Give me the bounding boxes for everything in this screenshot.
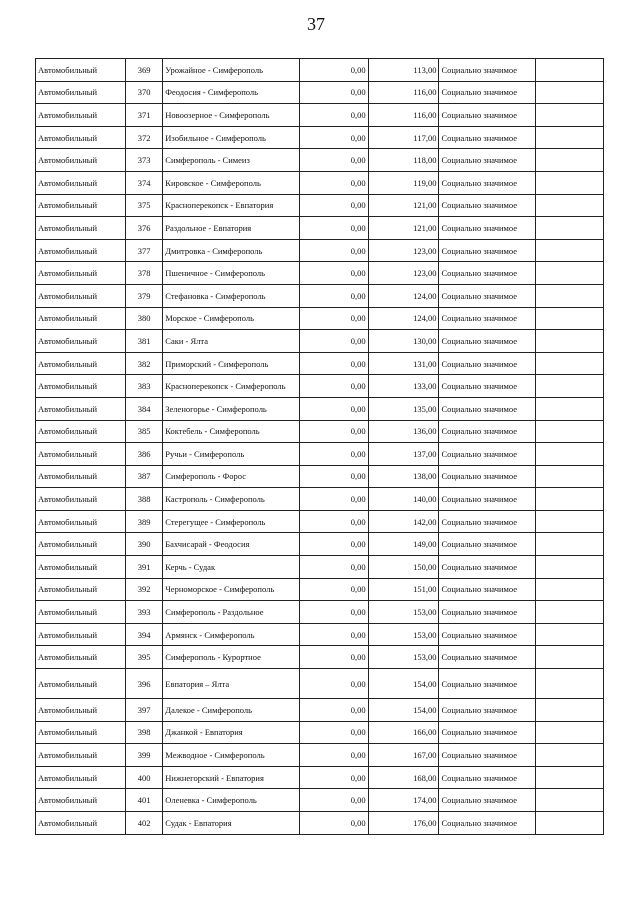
route-number-cell: 393 [126,601,163,624]
transport-type-cell: Автомобильный [36,239,126,262]
route-name-cell: Межводное - Симферополь [163,744,300,767]
transport-type-cell: Автомобильный [36,533,126,556]
empty-cell [535,556,603,579]
value-1-cell: 0,00 [300,397,368,420]
route-number-cell: 387 [126,465,163,488]
value-1-cell: 0,00 [300,721,368,744]
route-name-cell: Симферополь - Форос [163,465,300,488]
value-1-cell: 0,00 [300,149,368,172]
transport-type-cell: Автомобильный [36,646,126,669]
table-row [36,375,604,398]
value-2-cell: 121,00 [368,217,439,240]
value-2-cell: 149,00 [368,533,439,556]
route-number-cell: 369 [126,59,163,82]
route-number-cell: 390 [126,533,163,556]
status-cell: Социально значимое [439,126,535,149]
transport-type-cell: Автомобильный [36,601,126,624]
route-name-cell: Джанкой - Евпатория [163,721,300,744]
route-number-cell: 399 [126,744,163,767]
value-1-cell: 0,00 [300,307,368,330]
value-1-cell: 0,00 [300,646,368,669]
route-name-cell: Раздольное - Евпатория [163,217,300,240]
value-2-cell: 119,00 [368,171,439,194]
transport-type-cell: Автомобильный [36,81,126,104]
route-name-cell: Коктебель - Симферополь [163,420,300,443]
value-1-cell: 0,00 [300,194,368,217]
table-row [36,171,604,194]
status-cell: Социально значимое [439,556,535,579]
empty-cell [535,149,603,172]
value-2-cell: 124,00 [368,284,439,307]
value-2-cell: 133,00 [368,375,439,398]
route-number-cell: 373 [126,149,163,172]
route-name-cell: Зеленогорье - Симферополь [163,397,300,420]
value-1-cell: 0,00 [300,420,368,443]
route-number-cell: 401 [126,789,163,812]
table-row [36,646,604,669]
table-row [36,126,604,149]
status-cell: Социально значимое [439,239,535,262]
route-name-cell: Изобильное - Симферополь [163,126,300,149]
status-cell: Социально значимое [439,171,535,194]
table-row [36,744,604,767]
value-2-cell: 135,00 [368,397,439,420]
route-name-cell: Дмитровка - Симферополь [163,239,300,262]
route-name-cell: Пшеничное - Симферополь [163,262,300,285]
empty-cell [535,126,603,149]
status-cell: Социально значимое [439,307,535,330]
value-1-cell: 0,00 [300,352,368,375]
value-2-cell: 167,00 [368,744,439,767]
status-cell: Социально значимое [439,149,535,172]
value-1-cell: 0,00 [300,578,368,601]
transport-type-cell: Автомобильный [36,104,126,127]
transport-type-cell: Автомобильный [36,744,126,767]
empty-cell [535,239,603,262]
status-cell: Социально значимое [439,465,535,488]
value-2-cell: 121,00 [368,194,439,217]
value-1-cell: 0,00 [300,284,368,307]
value-2-cell: 154,00 [368,669,439,699]
empty-cell [535,420,603,443]
empty-cell [535,217,603,240]
status-cell: Социально значимое [439,217,535,240]
route-name-cell: Новоозерное - Симферополь [163,104,300,127]
value-2-cell: 123,00 [368,239,439,262]
route-name-cell: Симферополь - Симеиз [163,149,300,172]
table-row [36,789,604,812]
transport-type-cell: Автомобильный [36,126,126,149]
route-name-cell: Красноперекопск - Симферополь [163,375,300,398]
route-number-cell: 376 [126,217,163,240]
transport-type-cell: Автомобильный [36,556,126,579]
empty-cell [535,284,603,307]
route-name-cell: Красноперекопск - Евпатория [163,194,300,217]
value-1-cell: 0,00 [300,465,368,488]
transport-type-cell: Автомобильный [36,352,126,375]
value-2-cell: 166,00 [368,721,439,744]
value-2-cell: 174,00 [368,789,439,812]
transport-type-cell: Автомобильный [36,149,126,172]
transport-type-cell: Автомобильный [36,510,126,533]
status-cell: Социально значимое [439,443,535,466]
route-name-cell: Кастрополь - Симферополь [163,488,300,511]
route-number-cell: 385 [126,420,163,443]
route-name-cell: Оленевка - Симферополь [163,789,300,812]
transport-type-cell: Автомобильный [36,194,126,217]
transport-type-cell: Автомобильный [36,488,126,511]
empty-cell [535,510,603,533]
transport-type-cell: Автомобильный [36,307,126,330]
status-cell: Социально значимое [439,744,535,767]
empty-cell [535,812,603,835]
empty-cell [535,307,603,330]
table-row [36,510,604,533]
transport-type-cell: Автомобильный [36,465,126,488]
status-cell: Социально значимое [439,623,535,646]
status-cell: Социально значимое [439,420,535,443]
transport-type-cell: Автомобильный [36,578,126,601]
route-number-cell: 372 [126,126,163,149]
empty-cell [535,623,603,646]
value-2-cell: 138,00 [368,465,439,488]
empty-cell [535,443,603,466]
value-2-cell: 154,00 [368,699,439,722]
status-cell: Социально значимое [439,699,535,722]
status-cell: Социально значимое [439,812,535,835]
route-name-cell: Стефановка - Симферополь [163,284,300,307]
table-row [36,104,604,127]
empty-cell [535,59,603,82]
table-row [36,330,604,353]
route-number-cell: 378 [126,262,163,285]
route-number-cell: 395 [126,646,163,669]
route-number-cell: 386 [126,443,163,466]
route-name-cell: Приморский - Симферополь [163,352,300,375]
page-number: 37 [307,14,325,34]
table-row [36,284,604,307]
route-name-cell: Симферополь - Раздольное [163,601,300,624]
table-row [36,194,604,217]
table-row [36,669,604,699]
table-row [36,533,604,556]
value-2-cell: 113,00 [368,59,439,82]
value-1-cell: 0,00 [300,104,368,127]
value-2-cell: 117,00 [368,126,439,149]
route-number-cell: 377 [126,239,163,262]
table-row [36,59,604,82]
status-cell: Социально значимое [439,533,535,556]
empty-cell [535,171,603,194]
status-cell: Социально значимое [439,330,535,353]
value-1-cell: 0,00 [300,59,368,82]
empty-cell [535,789,603,812]
transport-type-cell: Автомобильный [36,623,126,646]
value-2-cell: 131,00 [368,352,439,375]
route-number-cell: 391 [126,556,163,579]
value-2-cell: 168,00 [368,766,439,789]
empty-cell [535,646,603,669]
empty-cell [535,194,603,217]
empty-cell [535,262,603,285]
value-2-cell: 116,00 [368,81,439,104]
status-cell: Социально значимое [439,669,535,699]
value-1-cell: 0,00 [300,488,368,511]
route-number-cell: 402 [126,812,163,835]
transport-type-cell: Автомобильный [36,375,126,398]
table-row [36,307,604,330]
status-cell: Социально значимое [439,601,535,624]
value-1-cell: 0,00 [300,171,368,194]
empty-cell [535,533,603,556]
route-number-cell: 384 [126,397,163,420]
value-2-cell: 153,00 [368,646,439,669]
route-name-cell: Бахчисарай - Феодосия [163,533,300,556]
route-name-cell: Саки - Ялта [163,330,300,353]
value-1-cell: 0,00 [300,789,368,812]
transport-type-cell: Автомобильный [36,766,126,789]
value-1-cell: 0,00 [300,375,368,398]
empty-cell [535,766,603,789]
value-2-cell: 150,00 [368,556,439,579]
value-2-cell: 153,00 [368,601,439,624]
value-1-cell: 0,00 [300,262,368,285]
status-cell: Социально значимое [439,397,535,420]
route-number-cell: 394 [126,623,163,646]
status-cell: Социально значимое [439,284,535,307]
table-row [36,721,604,744]
table-row [36,812,604,835]
status-cell: Социально значимое [439,104,535,127]
empty-cell [535,601,603,624]
route-name-cell: Феодосия - Симферополь [163,81,300,104]
empty-cell [535,397,603,420]
transport-type-cell: Автомобильный [36,812,126,835]
empty-cell [535,465,603,488]
route-number-cell: 383 [126,375,163,398]
status-cell: Социально значимое [439,375,535,398]
value-1-cell: 0,00 [300,601,368,624]
table-row [36,766,604,789]
empty-cell [535,699,603,722]
route-number-cell: 400 [126,766,163,789]
empty-cell [535,669,603,699]
route-name-cell: Ручьи - Симферополь [163,443,300,466]
route-name-cell: Стерегущее - Симферополь [163,510,300,533]
table-row [36,239,604,262]
table-row [36,699,604,722]
value-2-cell: 123,00 [368,262,439,285]
route-number-cell: 381 [126,330,163,353]
route-number-cell: 375 [126,194,163,217]
route-name-cell: Далекое - Симферополь [163,699,300,722]
value-2-cell: 130,00 [368,330,439,353]
value-2-cell: 136,00 [368,420,439,443]
status-cell: Социально значимое [439,766,535,789]
transport-type-cell: Автомобильный [36,171,126,194]
value-1-cell: 0,00 [300,533,368,556]
status-cell: Социально значимое [439,578,535,601]
status-cell: Социально значимое [439,194,535,217]
transport-type-cell: Автомобильный [36,262,126,285]
table-row [36,465,604,488]
table-row [36,149,604,172]
transport-type-cell: Автомобильный [36,59,126,82]
route-number-cell: 370 [126,81,163,104]
value-2-cell: 176,00 [368,812,439,835]
route-name-cell: Черноморское - Симферополь [163,578,300,601]
table-row [36,443,604,466]
route-number-cell: 396 [126,669,163,699]
transport-type-cell: Автомобильный [36,330,126,353]
table-row [36,578,604,601]
value-1-cell: 0,00 [300,217,368,240]
table-row [36,488,604,511]
transport-type-cell: Автомобильный [36,397,126,420]
table-row [36,623,604,646]
empty-cell [535,104,603,127]
status-cell: Социально значимое [439,646,535,669]
route-number-cell: 389 [126,510,163,533]
status-cell: Социально значимое [439,510,535,533]
table-row [36,601,604,624]
value-1-cell: 0,00 [300,510,368,533]
route-name-cell: Судак - Евпатория [163,812,300,835]
value-1-cell: 0,00 [300,239,368,262]
value-1-cell: 0,00 [300,81,368,104]
transport-type-cell: Автомобильный [36,217,126,240]
transport-type-cell: Автомобильный [36,420,126,443]
value-1-cell: 0,00 [300,766,368,789]
routes-table [35,58,604,835]
value-1-cell: 0,00 [300,812,368,835]
status-cell: Социально значимое [439,262,535,285]
status-cell: Социально значимое [439,352,535,375]
value-2-cell: 142,00 [368,510,439,533]
route-number-cell: 380 [126,307,163,330]
empty-cell [535,488,603,511]
route-number-cell: 382 [126,352,163,375]
route-name-cell: Армянск - Симферополь [163,623,300,646]
empty-cell [535,330,603,353]
route-number-cell: 397 [126,699,163,722]
transport-type-cell: Автомобильный [36,699,126,722]
value-2-cell: 116,00 [368,104,439,127]
table-row [36,420,604,443]
transport-type-cell: Автомобильный [36,669,126,699]
value-2-cell: 140,00 [368,488,439,511]
empty-cell [535,352,603,375]
route-name-cell: Керчь - Судак [163,556,300,579]
route-number-cell: 374 [126,171,163,194]
value-1-cell: 0,00 [300,443,368,466]
route-name-cell: Евпатория – Ялта [163,669,300,699]
status-cell: Социально значимое [439,488,535,511]
table-row [36,556,604,579]
status-cell: Социально значимое [439,59,535,82]
table-row [36,262,604,285]
table-row [36,352,604,375]
route-number-cell: 392 [126,578,163,601]
value-1-cell: 0,00 [300,556,368,579]
value-2-cell: 153,00 [368,623,439,646]
value-1-cell: 0,00 [300,744,368,767]
status-cell: Социально значимое [439,81,535,104]
value-2-cell: 137,00 [368,443,439,466]
transport-type-cell: Автомобильный [36,789,126,812]
empty-cell [535,375,603,398]
transport-type-cell: Автомобильный [36,721,126,744]
route-name-cell: Кировское - Симферополь [163,171,300,194]
status-cell: Социально значимое [439,721,535,744]
value-2-cell: 118,00 [368,149,439,172]
value-1-cell: 0,00 [300,623,368,646]
table-row [36,397,604,420]
transport-type-cell: Автомобильный [36,284,126,307]
empty-cell [535,578,603,601]
transport-type-cell: Автомобильный [36,443,126,466]
route-number-cell: 371 [126,104,163,127]
route-number-cell: 398 [126,721,163,744]
value-1-cell: 0,00 [300,126,368,149]
value-1-cell: 0,00 [300,699,368,722]
value-1-cell: 0,00 [300,669,368,699]
status-cell: Социально значимое [439,789,535,812]
route-name-cell: Урожайное - Симферополь [163,59,300,82]
value-2-cell: 151,00 [368,578,439,601]
value-1-cell: 0,00 [300,330,368,353]
route-name-cell: Морское - Симферополь [163,307,300,330]
value-2-cell: 124,00 [368,307,439,330]
route-number-cell: 388 [126,488,163,511]
empty-cell [535,721,603,744]
route-number-cell: 379 [126,284,163,307]
table-row [36,217,604,240]
empty-cell [535,744,603,767]
table-row [36,81,604,104]
route-name-cell: Симферополь - Курортное [163,646,300,669]
routes-table-body [36,59,604,835]
empty-cell [535,81,603,104]
route-name-cell: Нижнегорский - Евпатория [163,766,300,789]
